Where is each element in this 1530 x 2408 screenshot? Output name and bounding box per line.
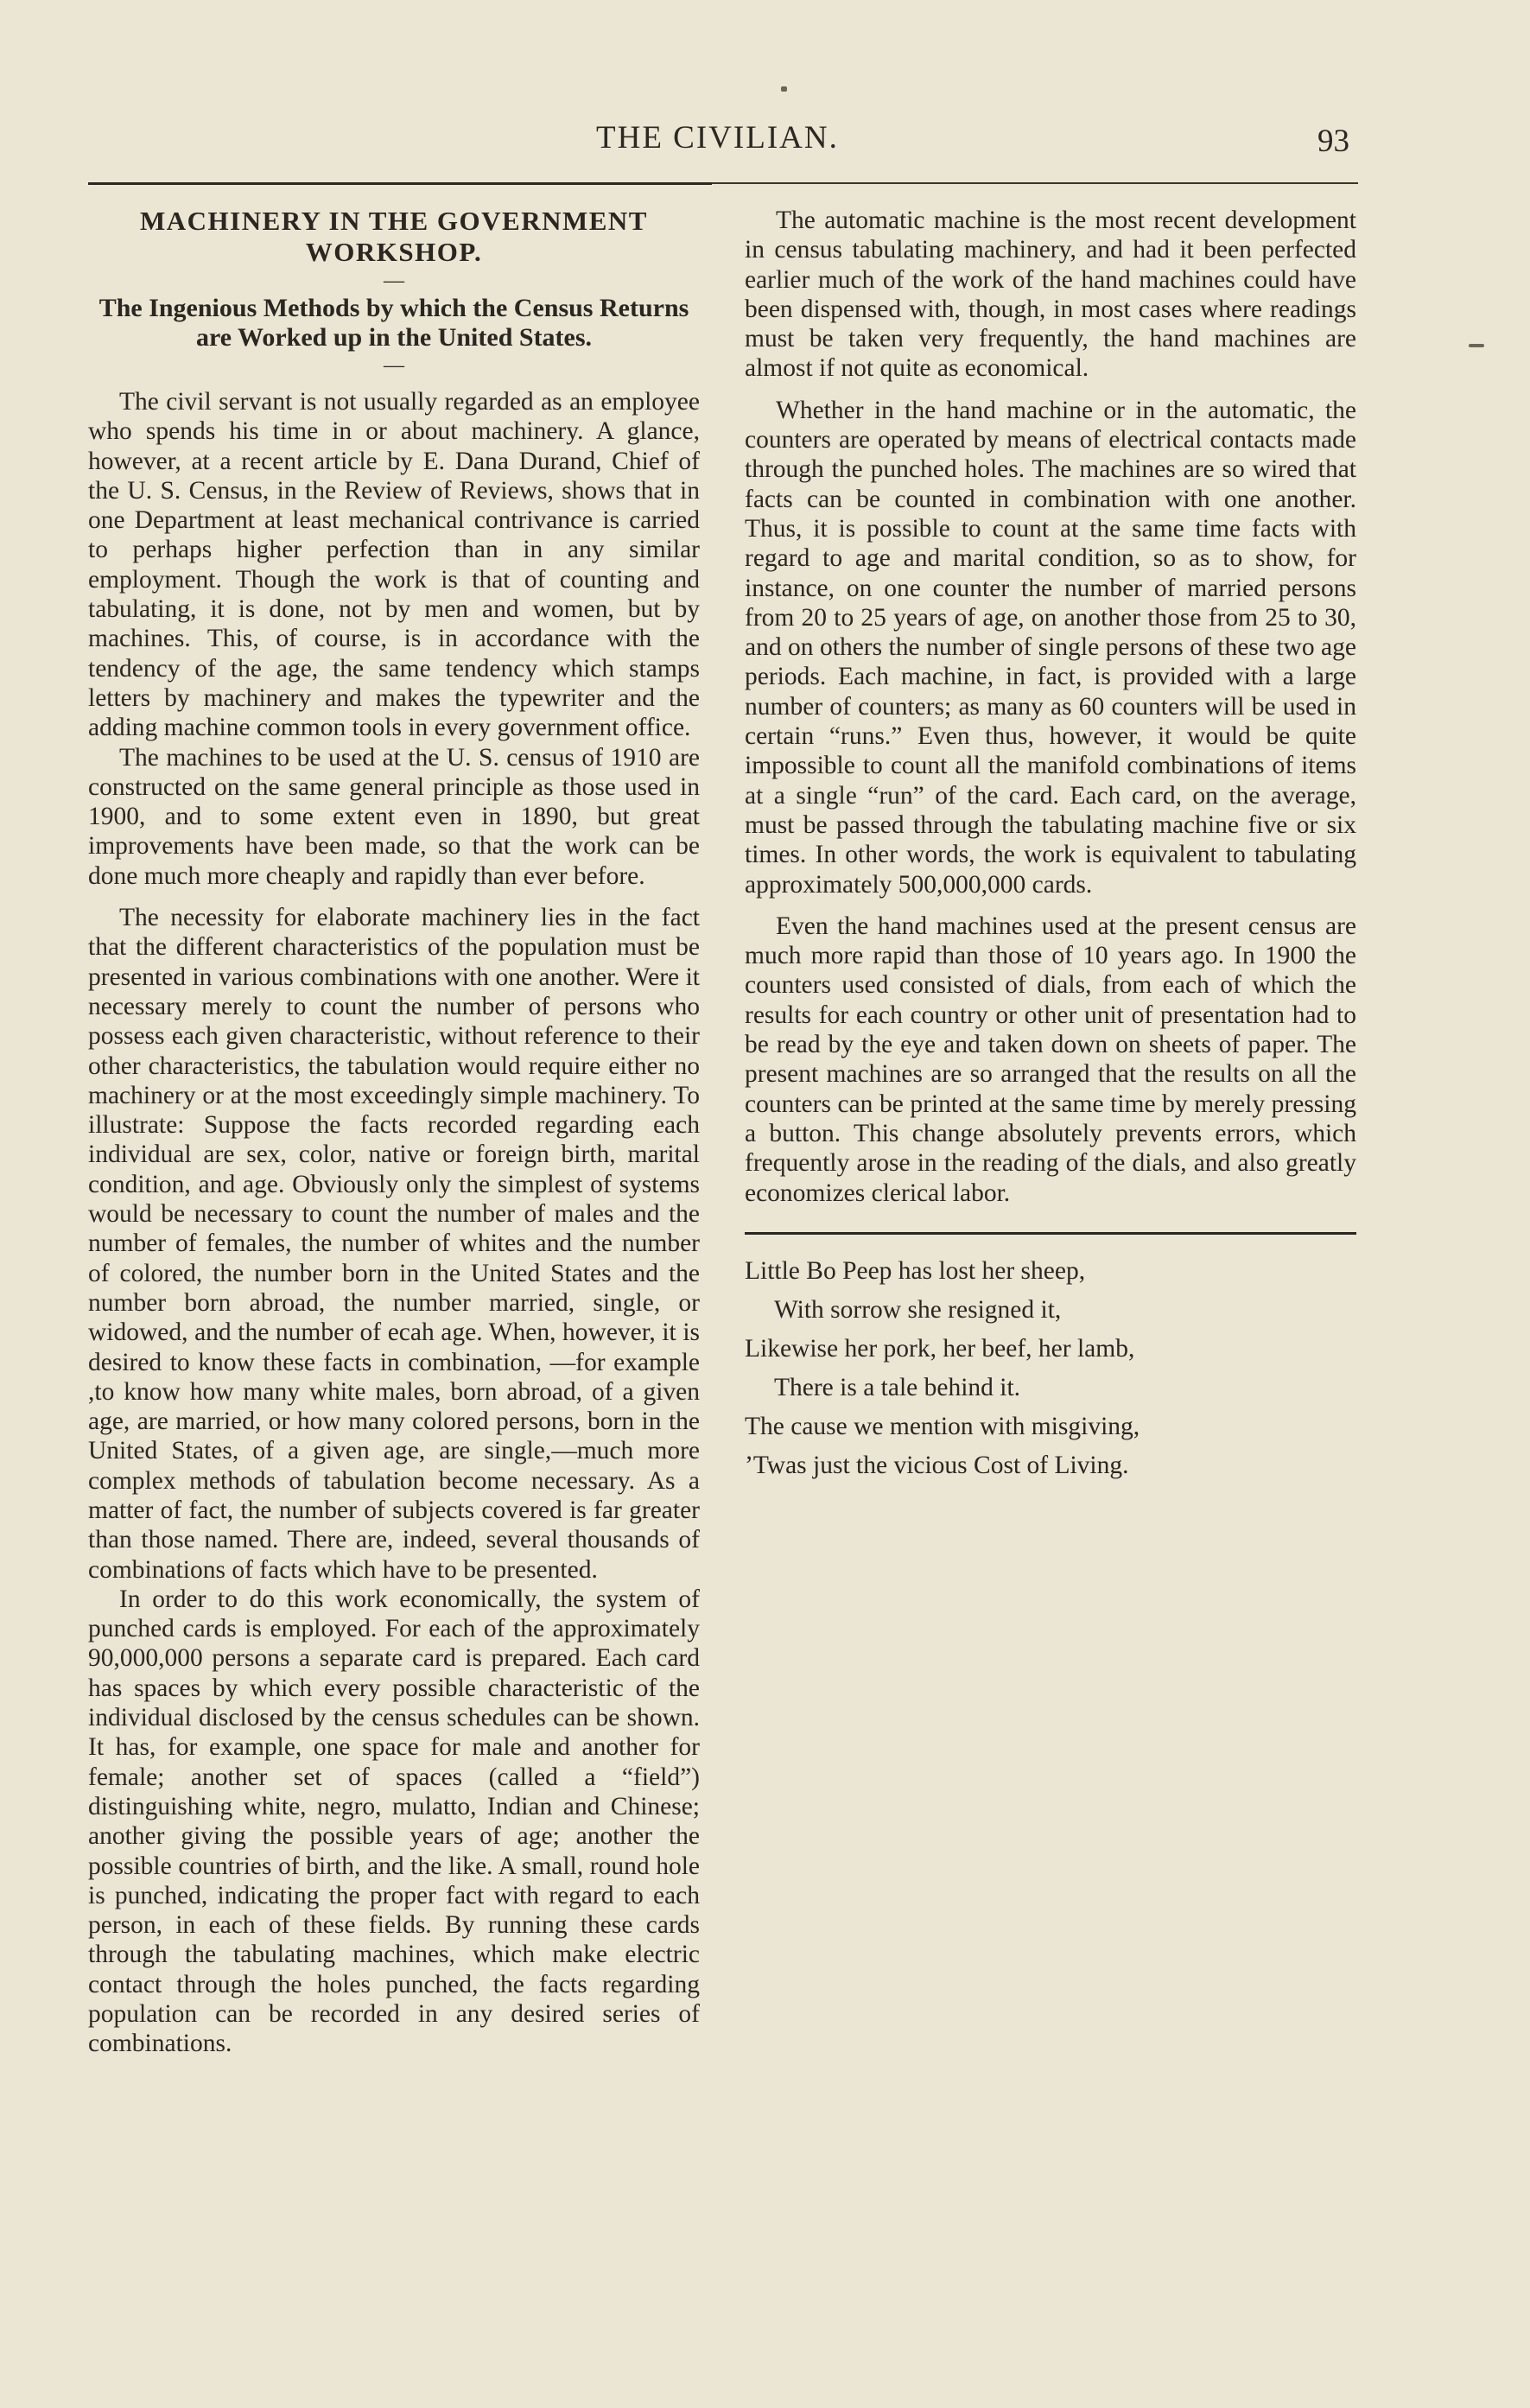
paragraph-automatic: The automatic machine is the most recent development in census tabulating machinery, and had it been perfected earlier much of the work of the hand machines could have been dispensed with, though, in most cases where readings must be taken very frequently, the hand machines are almost if not quite as economical. [745,206,1356,383]
poem-line: ’Twas just the vicious Cost of Living. [745,1451,1129,1479]
column-rule [88,182,712,185]
poem [745,1252,1356,1485]
paragraph-necessity: The necessity for elaborate machinery lies in the fact that the different characteristics of the population must be presented in various combinations with one another. Were it necessary merely to count the number of persons who possess each given characteristic, without reference to their other characteristics, the tabulation would require either no machinery or at the most exceedingly simple machinery. To illustrate: Suppose the facts recorded regarding each individual are sex, color, native or foreign birth, marital condition, and age. Obviously only the simplest of systems would be necessary to count the number of males and the number of females, the number of whites and the number of colored, the number born in the United States and the number born abroad, the number married, single, or widowed, and the number of ecah age. When, however, it is desired to know these facts in combination, —for example ,to know how many white males, born abroad, of a given age, are married, or how many colored persons, born in the United States, of a given age, are single,—much more complex methods of tabulation become necessary. As a matter of fact, the number of subjects covered is far greater than those named. There are, indeed, several thousands of combinations of facts which have to be presented. [88,904,700,1584]
title-dash: — [384,270,404,292]
paper-speck [1469,344,1484,347]
poem-separator [745,1232,1356,1235]
poem-line: The cause we mention with misgiving, [745,1412,1140,1440]
paragraph-counters: Whether in the hand machine or in the automatic, the counters are operated by means of electrical contacts made through the punched holes. The machines are so wired that facts can be counted in combination with one another. Thus, it is possible to count at the same time facts with regard to age and marital condition, so as to show, for instance, on one counter the number of married persons from 20 to 25 years of age, on another those from 25 to 30, and on others the number of single persons of these two age periods. Each machine, in fact, is provided with a large number of counters; as many as 60 counters will be used in certain “runs.” Even thus, however, it would be quite impossible to count all the manifold combinations of items at a single “run” of the card. Each card, on the average, must be passed through the tabulating machine five or six times. In other words, the work is equivalent to tabulating approximately 500,000,000 cards. [745,396,1356,899]
article-subtitle: The Ingenious Methods by which the Census Returns are Worked up in the United States. [98,294,689,352]
poem-line: There is a tale behind it. [774,1373,1021,1401]
page-number: 93 [1317,124,1349,159]
paper-speck [781,86,787,92]
poem-line: Likewise her pork, her beef, her lamb, [745,1334,1135,1363]
paragraph-intro: The civil servant is not usually regarded as an employee who spends his time in or about machinery. A glance, however, at a recent article by E. Dana Durand, Chief of the U. S. Census, in the Review of Reviews, shows that in one Department at least mechanical contrivance is carried to perhaps higher perfection than in any similar employment. Though the work is that of counting and tabulating, it is done, not by men and women, but by machines. This, of course, is in accordance with the tendency of the age, the same tendency which stamps letters by machinery and makes the typewriter and the adding machine common tools in every government office. [88,388,700,742]
subtitle-dash: — [384,354,404,377]
running-title: THE CIVILIAN. [596,120,839,156]
page-header [0,119,1530,171]
poem-line: Little Bo Peep has lost her sheep, [745,1256,1086,1285]
paragraph-hand-machines: Even the hand machines used at the present census are much more rapid than those of 10 years ago. In 1900 the counters used consisted of dials, from each of which the results for each country or other unit of presentation had to be read by the eye and taken down on sheets of paper. The present machines are so arranged that the results on all the counters can be printed at the same time by merely pressing a button. This change absolutely prevents errors, which frequently arose in the reading of the dials, and also greatly economizes clerical labor. [745,912,1356,1207]
paragraph-machines: The machines to be used at the U. S. census of 1910 are constructed on the same general principle as those used in 1900, and to some extent even in 1890, but great improvements have been made, so that the work can be done much more cheaply and rapidly than ever before. [88,743,700,890]
article-title: MACHINERY IN THE GOVERNMENT WORKSHOP. [140,206,648,267]
left-column [88,206,700,2059]
right-column [745,206,1356,1485]
poem-line: With sorrow she resigned it, [774,1295,1062,1324]
paragraph-punched-cards: In order to do this work economically, the system of punched cards is employed. For each of the approximately 90,000,000 persons a separate card is prepared. Each card has spaces by which every possible characteristic of the individual disclosed by the census schedules can be shown. It has, for example, one space for male and another for female; another set of spaces (called a “field”) distinguishing white, negro, mulatto, Indian and Chinese; another giving the possible years of age; another the possible countries of birth, and the like. A small, round hole is punched, indicating the proper fact with regard to each person, in each of these fields. By running these cards through the tabulating machines, which make electric contact through the holes punched, the facts regarding population can be recorded in any desired series of combinations. [88,1585,700,2058]
